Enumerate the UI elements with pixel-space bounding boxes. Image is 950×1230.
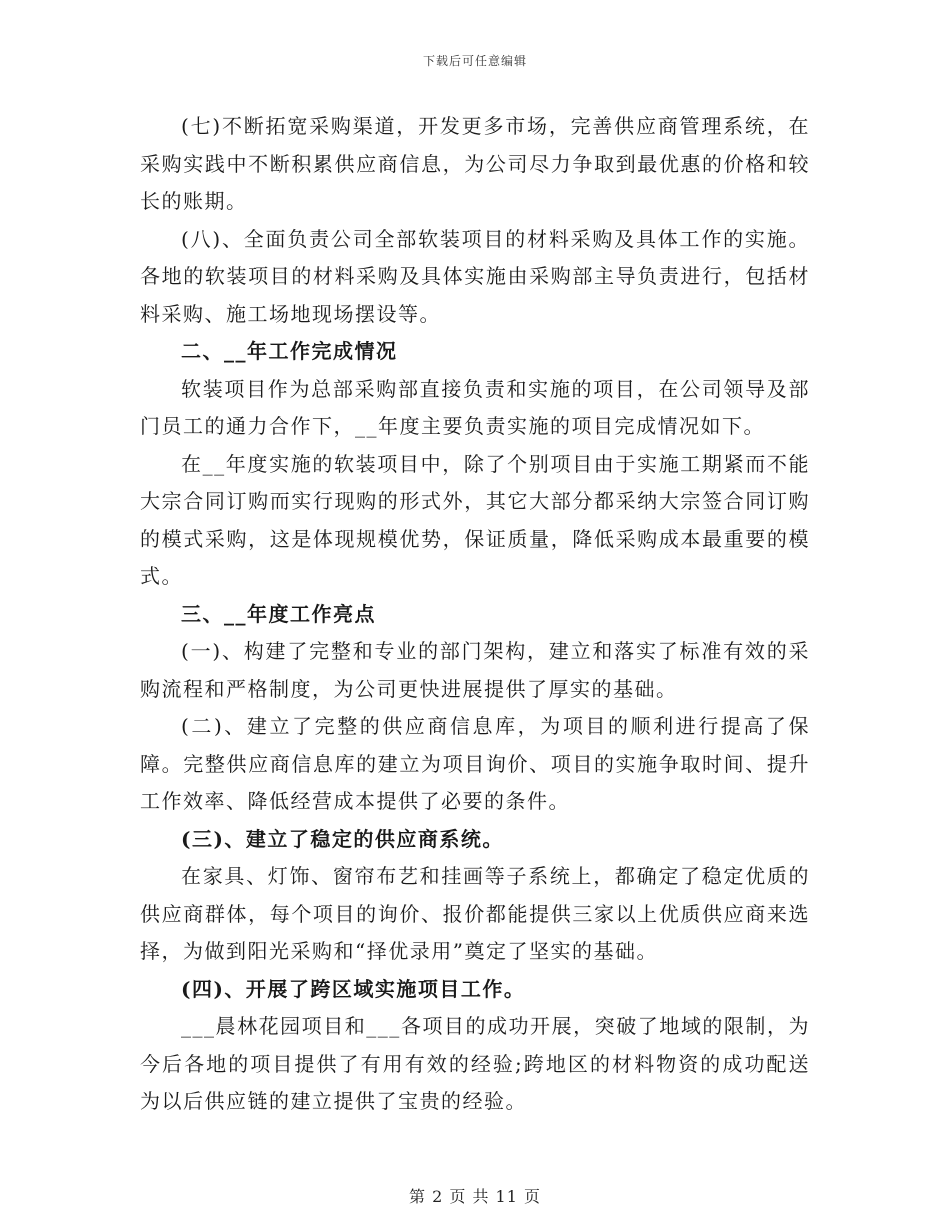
paragraph-8: (八)、全面负责公司全部软装项目的材料采购及具体工作的实施。各地的软装项目的材料采购及具体实施由采购部主导负责进行，包括材料采购、施工场地现场摆设等。 (140, 226, 810, 326)
section-heading-3: 三、__年度工作亮点 (181, 601, 376, 626)
paragraph-highlight-3: 在家具、灯饰、窗帘布艺和挂画等子系统上，都确定了稳定优质的供应商群体，每个项目的询价、报价都能提供三家以上优质供应商来选择，为做到阳光采购和“择优录用”奠定了坚实的基础。 (140, 864, 810, 963)
paragraph-highlight-2: (二)、建立了完整的供应商信息库，为项目的顺利进行提高了保障。完整供应商信息库的建立为项目询价、项目的实施争取时间、提升工作效率、降低经营成本提供了必要的条件。 (140, 714, 810, 813)
page-number: 第 2 页 共 11 页 (409, 1187, 541, 1206)
subheading-highlight-3: (三)、建立了稳定的供应商系统。 (181, 826, 504, 851)
section-heading-2: 二、__年工作完成情况 (181, 339, 398, 363)
subheading-highlight-4: (四)、开展了跨区域实施项目工作。 (181, 976, 526, 1001)
page-header-note: 下载后可任意编辑 (422, 54, 527, 68)
document-body (140, 108, 810, 1121)
paragraph-highlight-4: ___晨林花园项目和___各项目的成功开展，突破了地域的限制，为今后各地的项目提供了有用有效的经验;跨地区的材料物资的成功配送为以后供应链的建立提供了宝贵的经验。 (140, 1014, 810, 1113)
paragraph-procurement: 在__年度实施的软装项目中，除了个别项目由于实施工期紧而不能大宗合同订购而实行现购的形式外，其它大部分都采纳大宗签合同订购的模式采购，这是体现规模优势，保证质量，降低采购成本最重要的模式。 (140, 451, 810, 588)
paragraph-7: (七)不断拓宽采购渠道，开发更多市场，完善供应商管理系统，在采购实践中不断积累供应商信息，为公司尽力争取到最优惠的价格和较长的账期。 (140, 114, 810, 213)
paragraph-highlight-1: (一)、构建了完整和专业的部门架构，建立和落实了标准有效的采购流程和严格制度，为公司更快进展提供了厚实的基础。 (140, 639, 810, 701)
paragraph-overview: 软装项目作为总部采购部直接负责和实施的项目，在公司领导及部门员工的通力合作下，__年度主要负责实施的项目完成情况如下。 (140, 376, 810, 438)
